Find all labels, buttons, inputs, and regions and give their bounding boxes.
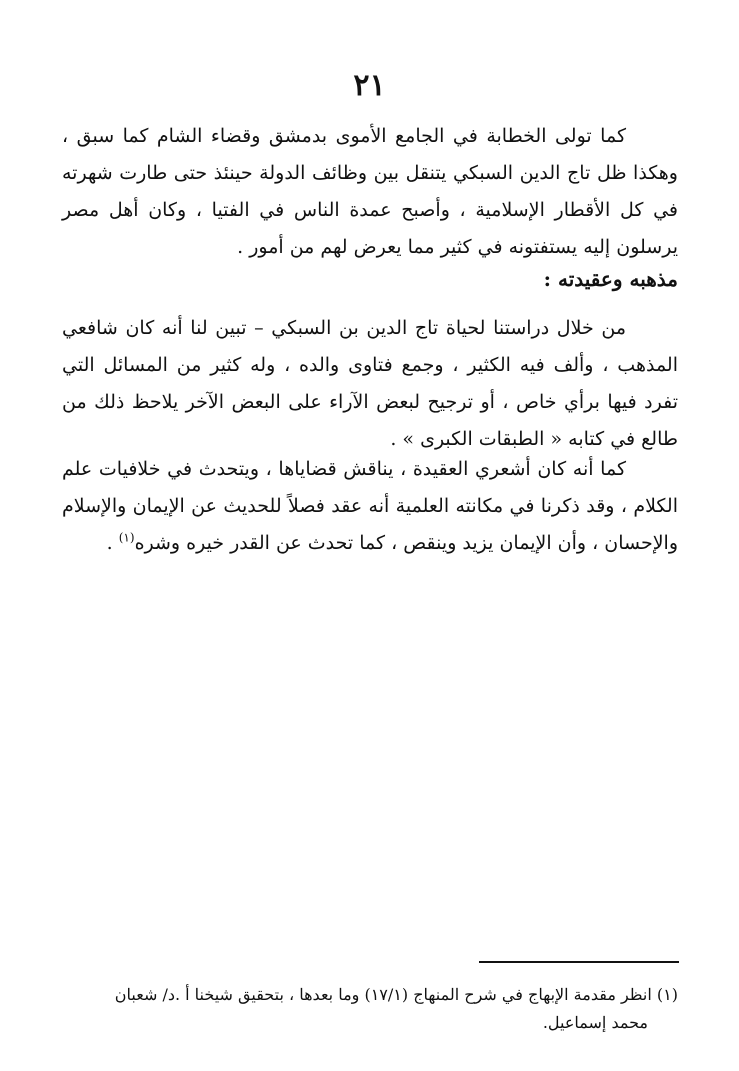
paragraph-3: [62, 451, 678, 562]
footnote-line-2: محمد إسماعيل.: [542, 1013, 648, 1032]
paragraph-1: كما تولى الخطابة في الجامع الأموى بدمشق وقضاء الشام كما سبق ، وهكذا ظل تاج الدين السبكي يتنقل بين وظائف الدولة حينئذ حتى طارت شهرته في كل الأقطار الإسلامية ، وأصبح عمدة الناس في الفتيا ، وكان أهل مصر يرسلون إليه يستفتونه في كثير مما يعرض لهم من أمور .: [62, 125, 678, 258]
paragraph-1-block: [62, 118, 678, 266]
footnote-divider: [479, 961, 679, 963]
section-heading: مذهبه وعقيدته :: [543, 267, 678, 291]
paragraph-3-end: .: [106, 532, 119, 554]
footnote: [62, 981, 678, 1037]
footnote-reference: (١): [118, 530, 135, 545]
paragraph-2-block: [62, 310, 678, 458]
paragraph-2: من خلال دراستنا لحياة تاج الدين بن السبكي – تبين لنا أنه كان شافعي المذهب ، وألف فيه الكثير ، وجمع فتاوى والده ، وله كثير من المسائل التي تفرد فيها برأي خاص ، أو ترجيح لبعض الآراء على البعض الآخر يلاحظ ذلك من طالع في كتابه « الطبقات الكبرى » .: [62, 317, 678, 450]
paragraph-3-text: كما أنه كان أشعري العقيدة ، يناقش قضاياها ، ويتحدث في خلافيات علم الكلام ، وقد ذكرنا في مكانته العلمية أنه عقد فصلاً للحديث عن الإيمان والإسلام والإحسان ، وأن الإيمان يزيد وينقص ، كما تحدث عن القدر خيره وشره: [62, 458, 678, 554]
page-number: ٢١: [353, 68, 386, 103]
footnote-line-1: (١) انظر مقدمة الإبهاج في شرح المنهاج (١٧/١) وما بعدها ، بتحقيق شيخنا أ .د/ شعبان: [114, 985, 678, 1004]
paragraph-3-block: [62, 451, 678, 562]
